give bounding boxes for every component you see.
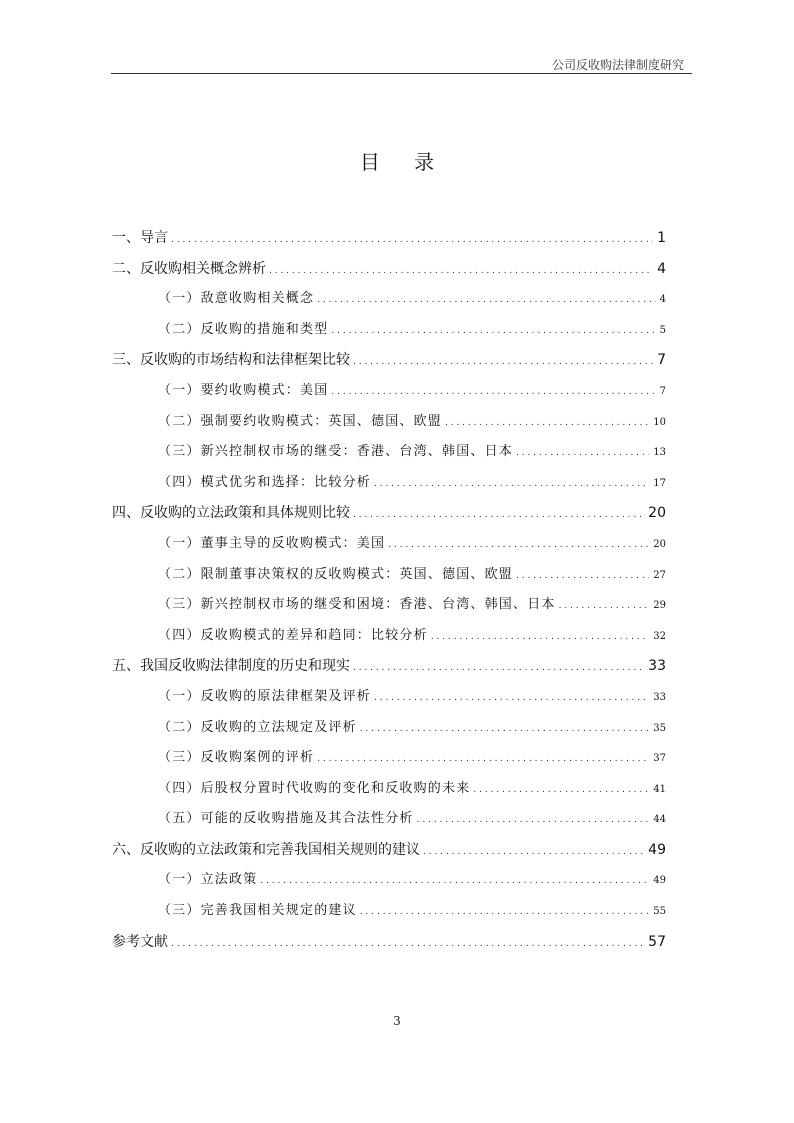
toc-entry-page: 20 (648, 505, 666, 522)
dot-leader (353, 345, 653, 378)
dot-leader (431, 621, 649, 653)
toc-entry-page: 32 (653, 630, 666, 642)
toc-subentry[interactable] (112, 407, 666, 438)
toc-entry-label: 五、我国反收购法律制度的历史和现实 (112, 658, 350, 675)
toc-entry-page: 29 (653, 600, 666, 612)
toc-entry[interactable] (112, 651, 666, 682)
toc-entry-page: 5 (659, 324, 666, 336)
dot-leader (331, 376, 655, 408)
toc-entry-page: 1 (657, 230, 666, 246)
toc-entry-page: 44 (653, 814, 666, 826)
toc-entry-label: （一）敌意收购相关概念 (158, 291, 315, 307)
dot-leader (331, 315, 655, 347)
toc-entry-label: 参考文献 (112, 933, 168, 950)
toc-subentry[interactable] (112, 621, 666, 652)
dot-leader (353, 498, 644, 531)
dot-leader (559, 590, 650, 622)
toc-subentry[interactable] (112, 682, 666, 713)
toc-entry[interactable] (112, 254, 666, 285)
toc-entry-label: （一）董事主导的反收购模式：美国 (158, 535, 386, 551)
toc-entry-page: 10 (653, 416, 666, 428)
toc-entry-label: （一）立法政策 (158, 872, 258, 888)
toc-entry-label: （二）强制要约收购模式：英国、德国、欧盟 (158, 413, 443, 429)
header-divider (111, 73, 692, 74)
toc-entry[interactable] (112, 223, 666, 254)
dot-leader (171, 927, 644, 960)
toc-entry-label: （三）完善我国相关规定的建议 (158, 903, 357, 919)
toc-entry-label: （二）限制董事决策权的反收购模式：英国、德国、欧盟 (158, 566, 514, 582)
toc-subentry[interactable] (112, 284, 666, 315)
toc-entry-page: 7 (659, 385, 666, 397)
toc-entry-page: 55 (653, 906, 666, 918)
dot-leader (171, 223, 653, 256)
toc-entry[interactable] (112, 927, 666, 958)
toc-subentry[interactable] (112, 590, 666, 621)
toc-entry-page: 57 (648, 933, 666, 950)
toc-entry-label: （四）模式优劣和选择：比较分析 (158, 474, 372, 490)
toc-subentry[interactable] (112, 376, 666, 407)
toc-entry-label: （三）反收购案例的评析 (158, 750, 315, 766)
toc-entry-label: 二、反收购相关概念辨析 (112, 260, 266, 277)
dot-leader (417, 804, 650, 836)
dot-leader (388, 529, 649, 561)
toc-entry-page: 4 (659, 294, 666, 306)
toc-subentry[interactable] (112, 315, 666, 346)
toc-subentry[interactable] (112, 529, 666, 560)
toc-entry-label: （三）新兴控制权市场的继受和困境：香港、台湾、韩国、日本 (158, 597, 556, 613)
dot-leader (516, 560, 649, 592)
toc-entry-label: 三、反收购的市场结构和法律框架比较 (112, 352, 350, 369)
toc-entry-page: 49 (653, 875, 666, 887)
toc-entry-label: （四）后股权分置时代收购的变化和反收购的未来 (158, 780, 471, 796)
dot-leader (374, 468, 649, 500)
dot-leader (473, 774, 649, 806)
toc-entry-label: 四、反收购的立法政策和具体规则比较 (112, 505, 350, 522)
toc-entry-label: 六、反收购的立法政策和完善我国相关规则的建议 (112, 841, 420, 858)
toc-title: 目 录 (359, 150, 449, 174)
toc-entry-page: 7 (657, 352, 666, 369)
toc-subentry[interactable] (112, 804, 666, 835)
toc-subentry[interactable] (112, 896, 666, 927)
toc-entry-page: 33 (653, 691, 666, 703)
dot-leader (353, 651, 644, 684)
toc-subentry[interactable] (112, 774, 666, 805)
dot-leader (269, 254, 653, 287)
dot-leader (260, 865, 649, 897)
toc-entry[interactable] (112, 345, 666, 376)
dot-leader (360, 713, 649, 745)
toc-entry-page: 37 (653, 753, 666, 765)
toc-entry-label: （一）反收购的原法律框架及评析 (158, 688, 372, 704)
toc-entry-page: 13 (653, 447, 666, 459)
dot-leader (374, 682, 649, 714)
toc-entry-label: （三）新兴控制权市场的继受：香港、台湾、韩国、日本 (158, 444, 514, 460)
toc-entry[interactable] (112, 498, 666, 529)
toc-entry-page: 27 (653, 569, 666, 581)
toc-entry-label: （五）可能的反收购措施及其合法性分析 (158, 811, 414, 827)
dot-leader (360, 896, 649, 928)
dot-leader (516, 437, 649, 469)
toc-subentry[interactable] (112, 437, 666, 468)
toc-entry-page: 20 (653, 538, 666, 550)
toc-entry-label: （一）要约收购模式：美国 (158, 382, 329, 398)
toc-entry-page: 49 (648, 841, 666, 858)
toc-entry[interactable] (112, 835, 666, 866)
toc-subentry[interactable] (112, 713, 666, 744)
running-header: 公司反收购法律制度研究 (551, 58, 684, 72)
toc-subentry[interactable] (112, 865, 666, 896)
dot-leader (423, 835, 644, 868)
toc-entry-page: 35 (653, 722, 666, 734)
toc-subentry[interactable] (112, 743, 666, 774)
toc-subentry[interactable] (112, 560, 666, 591)
table-of-contents (112, 223, 666, 957)
toc-subentry[interactable] (112, 468, 666, 499)
toc-entry-page: 17 (653, 477, 666, 489)
toc-entry-page: 41 (653, 783, 666, 795)
dot-leader (317, 743, 649, 775)
toc-entry-label: （四）反收购模式的差异和趋同：比较分析 (158, 627, 428, 643)
toc-entry-label: （二）反收购的措施和类型 (158, 321, 329, 337)
toc-entry-page: 33 (648, 658, 666, 675)
dot-leader (317, 284, 655, 316)
toc-entry-label: 一、导言 (112, 230, 168, 246)
toc-entry-label: （二）反收购的立法规定及评析 (158, 719, 357, 735)
toc-entry-page: 4 (657, 260, 666, 277)
page-number: 3 (393, 1014, 401, 1028)
dot-leader (445, 407, 649, 439)
